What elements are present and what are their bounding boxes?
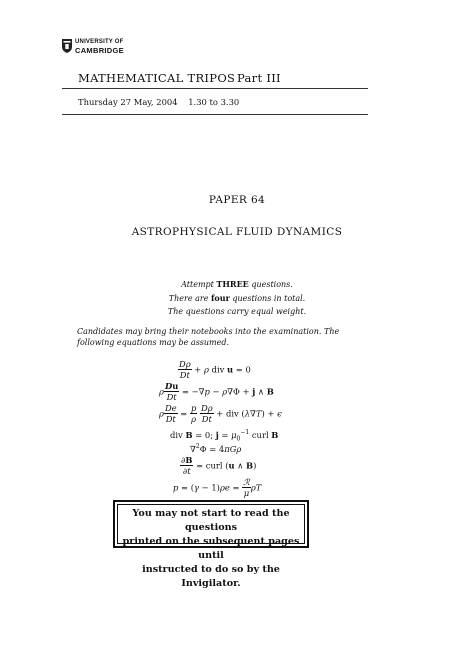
notice-line-2: printed on the subsequent pages until <box>122 536 300 561</box>
equation-energy: ρ $\frac{De}{Dt}$ = $\frac{p}{\rho}$ $\frac{D\rho}{Dt}$ + div (λ∇T) + ϵ <box>159 403 282 425</box>
paper-subject: ASTROPHYSICAL FLUID DYNAMICS <box>131 226 343 238</box>
logo-line1: UNIVERSITY OF <box>75 39 124 45</box>
instruction-weight: The questions carry equal weight. <box>167 307 307 316</box>
paper-number: PAPER 64 <box>208 194 266 206</box>
header-top-rule <box>62 88 368 89</box>
tripos-part: Part III <box>237 71 281 85</box>
university-logo <box>62 39 132 55</box>
header-bottom-rule <box>62 114 368 115</box>
crest-icon <box>62 39 72 53</box>
logo-line2: CAMBRIDGE <box>75 46 124 55</box>
invigilator-notice-box <box>113 500 309 589</box>
exam-date: Thursday 27 May, 2004 1.30 to 3.30 <box>78 97 240 107</box>
equation-maxwell: div B = 0; $j = \mu_0^{-1}$ curl B <box>170 429 279 443</box>
equation-continuity: $\frac{D\rho}{Dt}$ + ρ div u = 0 <box>179 359 251 381</box>
equation-state: p = (γ − 1)ρe = $\frac{\text{ℛ}}{\mu}$ ρT <box>173 477 262 499</box>
notice-inner-frame <box>117 504 305 589</box>
tripos-title: MATHEMATICAL TRIPOS <box>78 71 236 85</box>
instruction-total: There are four questions in total. <box>168 293 306 303</box>
equation-induction: $\frac{\partial B}{\partial t}$ = curl (u ∧ B) <box>181 455 257 477</box>
instruction-attempt: Attempt THREE questions. <box>181 279 293 289</box>
candidates-note: Candidates may bring their notebooks into the examination. The following equations may be assumed. <box>77 327 340 347</box>
notice-line-3: instructed to do so by the Invigilator. <box>142 564 280 589</box>
equation-poisson: ∇$^2$Φ = 4πGρ <box>190 443 242 454</box>
notice-line-1: You may not start to read the questions <box>132 508 290 533</box>
equation-momentum: ρ $\frac{Du}{Dt}$ = −∇p − ρ∇Φ + j ∧ B <box>159 381 274 403</box>
